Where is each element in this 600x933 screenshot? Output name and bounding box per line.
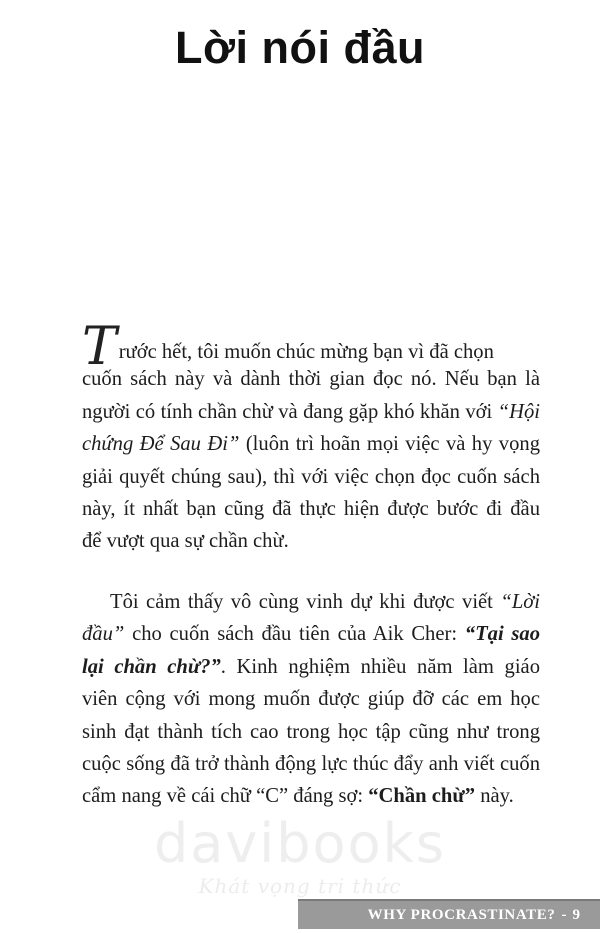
italic-span: chứng Để Sau Đi”	[82, 433, 240, 456]
text-span: người có tính chần chừ và đang gặp khó khăn với	[82, 400, 493, 423]
text-span: Tôi cảm thấy vô cùng vinh dự khi được viết	[110, 591, 493, 613]
text-line: cuốn sách này và dành thời gian đọc nó. Nếu bạn là	[82, 368, 540, 391]
text-line: để vượt qua sự chần chừ.	[82, 530, 289, 553]
text-line	[82, 428, 540, 460]
bold-span: “Chần chừ”	[368, 785, 476, 808]
footer-separator: -	[561, 906, 567, 923]
italic-span: “Hội	[497, 400, 540, 423]
page-number: 9	[572, 906, 580, 923]
text-line: viên cộng với mong muốn được giúp đỡ các em học	[82, 688, 540, 711]
text-span: rước hết, tôi muốn chúc mừng bạn vì đã chọn	[118, 341, 494, 363]
italic-span: đầu”	[82, 623, 125, 646]
text-span: cho cuốn sách đầu tiên của Aik Cher:	[132, 623, 458, 646]
text-line	[82, 396, 540, 428]
bold-italic-span: “Tại sao	[464, 623, 540, 646]
text-span: này.	[480, 785, 514, 808]
text-line	[82, 317, 540, 377]
paragraph-intro	[82, 317, 540, 558]
page-title: Lời nói đầu	[175, 22, 425, 73]
running-footer	[298, 899, 600, 929]
italic-span: “Lời	[500, 591, 540, 613]
text-span: cẩm nang về cái chữ “C” đáng sợ:	[82, 785, 364, 808]
paragraph-foreword	[82, 586, 540, 813]
text-line: sinh đạt thành tích cao trong học tập cũng như trong	[82, 720, 540, 743]
running-title: WHY PROCRASTINATE?	[367, 906, 556, 923]
text-line: cuộc sống đã trở thành động lực thúc đẩy anh viết cuốn	[82, 752, 540, 775]
text-line: này, ít nhất bạn cũng đã thực hiện được bước đi đầu	[82, 497, 540, 520]
watermark-brand: davibooks	[153, 812, 447, 875]
text-line	[82, 586, 540, 618]
text-line	[82, 651, 540, 683]
text-line	[82, 780, 540, 812]
text-span: (luôn trì hoãn mọi việc và hy vọng	[245, 433, 540, 456]
text-span: . Kinh nghiệm nhiều năm làm giáo	[220, 655, 540, 678]
bold-italic-span: lại chần chừ?”	[82, 655, 221, 678]
text-line: giải quyết chúng sau), thì với việc chọn đọc cuốn sách	[82, 465, 540, 488]
watermark-tagline: Khát vọng tri thức	[198, 874, 402, 898]
text-line	[82, 618, 540, 650]
drop-cap: T	[82, 317, 117, 377]
